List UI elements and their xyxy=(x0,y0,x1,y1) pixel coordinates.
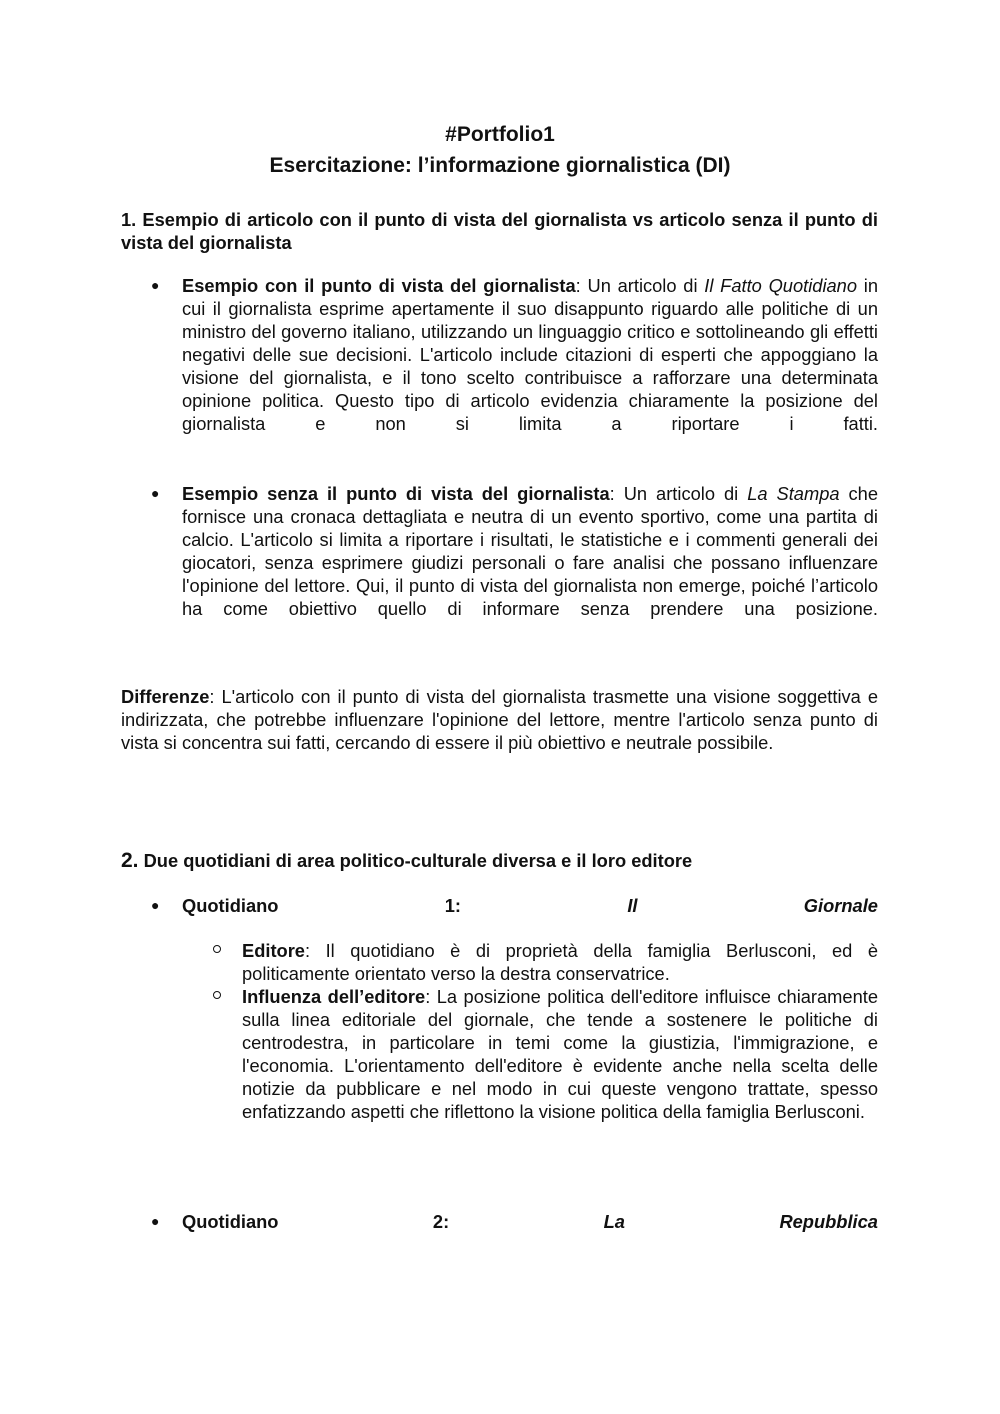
document-title: #Portfolio1 xyxy=(445,123,555,146)
newspaper-1-number: 1: xyxy=(444,895,462,916)
example-with-viewpoint xyxy=(182,274,878,435)
newspaper-2-number: 2: xyxy=(432,1211,450,1232)
differences-label: Differenze xyxy=(121,686,210,707)
section-2-heading xyxy=(121,849,878,872)
newspaper-1-label: Quotidiano xyxy=(182,895,279,916)
newspaper-1-line xyxy=(182,894,878,917)
publisher-influence-text: : La posizione politica dell'editore influisce chiaramente sulla linea editoriale del giornale, che tende a sostenere le politiche di centrodestra, in particolare in temi come la giustizia, l'immigrazione, e l'economia. L'orientamento dell'editore è evidente anche nella scelta delle notizie da pubblicare e nel modo in cui queste vengono trattate, spesso enfatizzando aspetti che riflettono la visione politica della famiglia Berlusconi. xyxy=(242,986,878,1122)
section-2-number: 2. xyxy=(121,849,139,872)
newspaper-2-line xyxy=(182,1210,878,1233)
document-subtitle: Esercitazione: l’informazione giornalistica (DI) xyxy=(269,154,731,177)
example-without-viewpoint xyxy=(182,482,878,620)
example-without-viewpoint-text: : Un articolo di xyxy=(609,483,748,504)
newspaper-1-name-part: Giornale xyxy=(803,895,878,916)
differences-text: : L'articolo con il punto di vista del giornalista trasmette una visione soggettiva e indirizzata, che potrebbe influenzare l'opinione del lettore, mentre l'articolo senza punto di vista si concentra sui fatti, cercando di essere il più obiettivo e neutrale possibile. xyxy=(121,686,878,753)
example-with-viewpoint-text: in cui il giornalista esprime apertamente il suo disappunto riguardo alle politiche di un ministro del governo italiano, utilizzando un linguaggio critico e sottolineando gli effetti negativi delle sue decisioni. L'articolo include citazioni di esperti che appoggiano la visione del giornalista, e il tono scelto contribuisce a rafforzare una determinata opinione politica. Questo tipo di articolo evidenzia chiaramente la posizione del giornalista e non si limita a riportare i fatti. xyxy=(182,275,878,434)
bullet-icon: ● xyxy=(151,1213,160,1229)
differences-paragraph xyxy=(121,685,878,754)
circle-bullet-icon xyxy=(213,991,221,999)
example-without-viewpoint-label: Esempio senza il punto di vista del giornalista xyxy=(182,483,610,504)
publisher-label: Editore xyxy=(242,940,305,961)
publisher-influence xyxy=(242,985,878,1123)
newspaper-2-label: Quotidiano xyxy=(182,1211,279,1232)
section-1-heading: 1. Esempio di articolo con il punto di vista del giornalista vs articolo senza il punto di vista del giornalista xyxy=(121,209,878,253)
publisher-influence-label: Influenza dell’editore xyxy=(242,986,426,1007)
bullet-icon: ● xyxy=(151,485,160,501)
section-2-heading-text: Due quotidiani di area politico-culturale diversa e il loro editore xyxy=(138,850,693,871)
bullet-icon: ● xyxy=(151,277,160,293)
newspaper-name: Il Fatto Quotidiano xyxy=(704,275,858,296)
newspaper-1-name-part: Il xyxy=(627,895,638,916)
example-with-viewpoint-text: : Un articolo di xyxy=(575,275,705,296)
newspaper-2-name-part: Repubblica xyxy=(779,1211,878,1232)
bullet-icon: ● xyxy=(151,897,160,913)
example-without-viewpoint-text: che fornisce una cronaca dettagliata e neutra di un evento sportivo, come una partita di calcio. L'articolo si limita a riportare i risultati, le statistiche e i commenti generali dei giocatori, senza esprimere giudizi personali o fare analisi che possano influenzare l'opinione del lettore. Qui, il punto di vista del giornalista non emerge, poiché l’articolo ha come obiettivo quello di informare senza prendere una posizione. xyxy=(182,483,878,619)
circle-bullet-icon xyxy=(213,945,221,953)
publisher-text: : Il quotidiano è di proprietà della famiglia Berlusconi, ed è politicamente orientato verso la destra conservatrice. xyxy=(242,940,878,984)
publisher-info xyxy=(242,939,878,985)
newspaper-2-name-part: La xyxy=(603,1211,625,1232)
example-with-viewpoint-label: Esempio con il punto di vista del giornalista xyxy=(182,275,576,296)
newspaper-name: La Stampa xyxy=(747,483,840,504)
